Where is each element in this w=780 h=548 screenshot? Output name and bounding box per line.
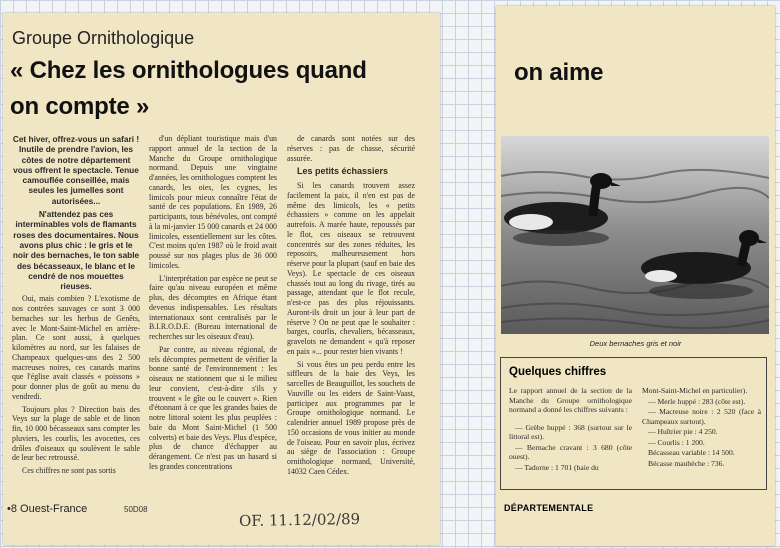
article-paragraph: Ces chiffres ne sont pas sortis (22, 466, 116, 476)
headline-line-2: on compte » (10, 93, 150, 120)
article-paragraph: Si les canards trouvent assez facilement la paix, il n'en est pas de même des limicols, les « petits échassiers » comme on les appelait autrefois. A marée haute, repoussés par le flot, ces oiseaux se retrouvent concentrés sur des zones réduites, les reposoirs, malheureusement hors réserve pour la plupart (sauf en baie des Veys). Le spectacle de ces oiseaux chassés tout au long du rivage, tirés au passage, attendant que le flot recule, n'est-ce pas des plus réjouissants. Auront-ils droit un jour à leur part de réserve ? On ne peut que le souhaiter : barges, courlis, chevaliers, bécasseaux, gravelots ne demandent « qu'à reposer en paix »... pour rester bien vivants ! (287, 181, 415, 356)
newspaper-clipping-left (3, 13, 440, 545)
figures-box (500, 357, 767, 490)
figures-line: Bécasse maubèche : 736. (648, 458, 725, 468)
figures-line: — Macreuse noire : 2 520 (face à Champeaux surtout). (642, 407, 761, 426)
section-label: Groupe Ornithologique (12, 28, 195, 48)
headline-line-3: on aime (514, 59, 604, 86)
article-paragraph: Toujours plus ? Direction bais des Veys sur la plage de sable et de linon fin, 10 000 bécasseaux sans compter les pluviers, les courlis, les avocettes, ces drôles d'oiseaux qu soulèvent le sable de leur bec retroussé. (12, 404, 140, 463)
figures-line: — Huîtrier pie : 4 250. (648, 427, 718, 436)
page-number: 8 (10, 503, 17, 515)
photo-caption: Deux bernaches gris et noir (589, 339, 682, 348)
figures-line: — Bernache cravant : 3 680 (côte ouest). (509, 442, 632, 461)
article-column-3 (287, 134, 415, 480)
figures-line: — Grèbe huppé : 368 (surtout sur le littoral est). (509, 422, 632, 441)
article-column-2 (149, 134, 277, 475)
figures-column-2 (642, 386, 761, 469)
article-paragraph: de canards sont notées sur des réserves : pas de chasse, sécurité assurée. (287, 134, 415, 163)
figures-line: Le rapport annuel de la section de la Manche du Groupe ornithologique normand a donné les chiffres suivants : (509, 386, 632, 414)
article-column-1 (12, 134, 140, 479)
article-paragraph: Si vous êtes un peu perdu entre les siffleurs de la baie des Veys, les sarcelles de Beauguillot, les souchets de Vauville ou les eiders de Saint-Vaast, participez aux programmes par le Groupe ornithologique normand. Le calendrier annuel 1989 propose près de 150 occasions de vous initier au monde de l'oiseau. Pour en savoir plus, écrivez au siège de l'association : Groupe ornithologique normand, Université, 14032 Caen Cédex. (287, 359, 415, 476)
figures-column-1 (509, 386, 632, 473)
article-subheading: Les petits échassiers (297, 166, 389, 177)
bernaches-photo (501, 136, 769, 334)
figures-line: — Merle huppé : 283 (côte est). (648, 396, 746, 406)
newspaper-name: Ouest-France (20, 503, 88, 515)
figures-box-title: Quelques chiffres (509, 366, 607, 378)
figures-line: Mont-Saint-Michel en particulier). (642, 386, 748, 395)
article-paragraph: L'interprétation par espèce ne peut se faire qu'au niveau européen et même plus, des décomptes en Afrique étant devenus indispensables. Les résultats internationaux sont centralisés par le B.I.R.O.D.E. (Bureau international de recherches sur les oiseaux d'eau). (149, 273, 277, 341)
headline-line-1: « Chez les ornithologues quand (10, 57, 367, 84)
page-footer-left (7, 503, 87, 515)
article-paragraph: N'attendez pas ces interminables vols de flamants roses des documentaires. Nous avons plus chic : le gris et le noir des bernaches, le ton sable des bécasseaux, le blanc et le cendré de nos mouettes rieuses. (12, 209, 140, 292)
figures-line: — Courlis : 1 200. (648, 437, 705, 447)
article-paragraph: Oui, mais combien ? L'exotisme de nos contrées sauvages ce sont 3 000 bernaches sur les herbus de Genêts, avec le Mont-Saint-Michel en arrière-plan. Ce sont aussi, à quelques kilomètres au nord, sur les falaises de Champeaux quelques-uns des 2 500 macreuses noires, ces canards marins que l'église avait classés « poissons » pour donner plus de goût au menu du vendredi. (12, 294, 140, 401)
page-bullet-icon: • (7, 503, 11, 515)
article-paragraph: Par contre, au niveau régional, de tels décomptes permettent de vérifier la bonne santé de l'environnement : les oiseaux ne stationnent que si le milieu leur convient, c'est-à-dire s'ils y trouvent « le gîte ou le couvert ». Rien d'étonnant à ce que les grandes baies de notre littoral soient les plus peuplées : baie du Mont Saint-Michel (1 500 colverts) et baie des Veys. Plus d'espèce, plus de chance d'échapper au dérangement. Ce n'est pas un hasard si les grandes concentrations (149, 344, 277, 471)
article-paragraph: Cet hiver, offrez-vous un safari ! Inutile de prendre l'avion, les côtes de notre département vous offrent le spectacle. Tenue camouflée conseillée, mais seules les jumelles sont autorisées... (12, 134, 140, 206)
newspaper-clipping-right (496, 6, 775, 546)
figures-line: — Tadorne : 1 701 (baie du (515, 462, 599, 472)
article-paragraph: d'un dépliant touristique mais d'un rapport annuel de la section de la Manche du Groupe ornithologique normand. Depuis une vingtaine d'années, les ornithologues comptent les canards, les oies, les cygnes, les limicols pour mieux connaître l'état de santé de ces populations. En 1989, 26 participants, tous bénévoles, ont compté à la mi-janvier 15 000 canards et 24 000 limicoles, essentiellement sur les côtes. C'est moins qu'en 1987 où le froid avait poussé sur nos plages plus de 36 000 limicoles. (149, 134, 277, 270)
edition-code: 50D08 (124, 505, 148, 514)
section-footer: DÉPARTEMENTALE (504, 503, 594, 513)
handwritten-date: OF. 11.12/02/89 (238, 509, 361, 531)
figures-line: Bécasseau variable : 14 500. (648, 448, 735, 457)
